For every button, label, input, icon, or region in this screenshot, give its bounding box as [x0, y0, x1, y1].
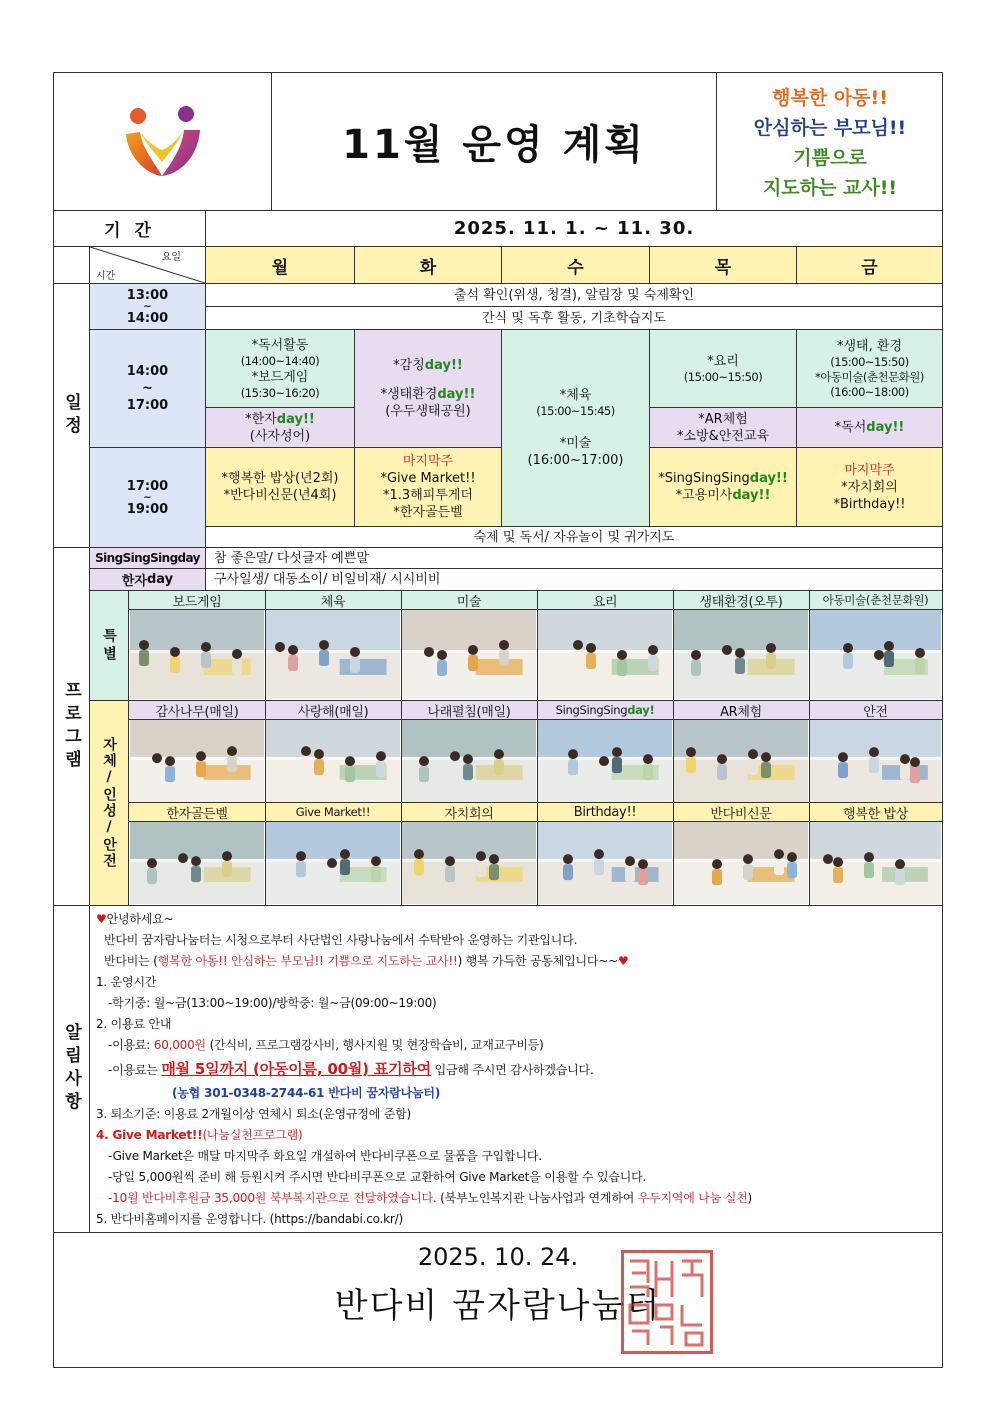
notice-section-label: 알림사항: [61, 1023, 81, 1115]
text: *한자: [245, 411, 277, 427]
item-2: 2. 이용료 안내: [96, 1017, 172, 1031]
self-photo-2: [266, 720, 400, 802]
day-text: day!: [627, 703, 655, 717]
special-label-5: 생태환경(오투): [673, 591, 809, 609]
self2-photo-6: [810, 822, 941, 904]
text: *보드게임: [251, 369, 309, 385]
day-text: day!!: [276, 411, 315, 427]
time-end: 19:00: [126, 501, 169, 517]
text: *행복한 밥상(년2회): [221, 471, 339, 486]
slogan: [717, 83, 943, 203]
bank-account: (농협 301-0348-2744-61 반다비 꿈자람나눔터): [172, 1086, 441, 1100]
org-name: 반다비 꿈자람나눔터: [334, 1285, 662, 1326]
time-end: 14:00: [126, 310, 169, 326]
singsing-text: 참 좋은말/ 다섯글자 예쁜말: [214, 550, 369, 566]
day-text: day!!: [424, 358, 463, 373]
hanja-label: [90, 569, 205, 590]
issue-date: 2025. 10. 24.: [417, 1243, 579, 1271]
self-photo-3: [402, 720, 536, 802]
text: *한자골든벨: [393, 505, 463, 520]
self-photo-6: [810, 720, 941, 802]
text: (사자성어): [249, 428, 311, 444]
fri-bottom: [797, 408, 942, 447]
text: SingSingSing: [555, 703, 628, 717]
self-label-2: 사랑해(매일): [265, 701, 401, 719]
text: 특별: [101, 627, 117, 664]
fri-top: [797, 330, 942, 407]
logo-icon: [118, 102, 208, 182]
day-text: day!!: [866, 420, 905, 435]
mon-top: [206, 330, 354, 407]
self-label: [90, 701, 128, 905]
text: *자치회의: [841, 479, 898, 495]
pay-deadline: 매월 5일까지 (아동이름, 00월) 표기하여: [161, 1060, 431, 1078]
time-row3: [90, 448, 205, 547]
self-photo-5: [674, 720, 808, 802]
heart-icon: ♥: [618, 954, 629, 968]
day-thu: 목: [650, 247, 796, 283]
time-tilde: ~: [143, 300, 152, 312]
special-label-6: 아동미술(춘천문화원): [809, 591, 942, 609]
text: 한자: [121, 574, 147, 589]
text: -10월 반다비후원금 35,000원 북부복지관으로 전달하였습니다.: [108, 1191, 437, 1205]
text: (16:00~17:00): [527, 453, 624, 468]
time-start: 13:00: [126, 287, 169, 303]
special-label: [90, 591, 128, 700]
self2-photo-4: [538, 822, 672, 904]
wed-cell: [502, 330, 649, 526]
slogan-line-3: 기쁨으로: [793, 147, 867, 169]
time-tilde: ~: [143, 491, 152, 503]
special-photo-6: [810, 610, 941, 699]
text: -이용료는: [108, 1063, 162, 1077]
notice-body: [96, 909, 936, 1230]
self2-photo-2: [266, 822, 400, 904]
text: (15:00~15:45): [536, 404, 615, 418]
day-label: 요일: [161, 252, 181, 263]
item-4-sub-1: -Give Market은 매달 마지막주 화요일 개설하여 반다비쿠폰으로 물품을 구입합니다.: [108, 1149, 542, 1163]
slogan-red: 행복한 아동!! 안심하는 부모님!! 기쁨으로 지도하는 교사!!: [157, 954, 458, 968]
self-label-5: AR체험: [673, 701, 809, 719]
self2-photo-1: [130, 822, 264, 904]
day-mon: 월: [206, 247, 354, 283]
time-row1: [90, 284, 205, 329]
text: 우두지역에 나눔 실천: [637, 1191, 748, 1205]
text: (간식비, 프로그램강사비, 행사지원 및 현장학습비, 교재교구비등): [205, 1038, 544, 1052]
self-photo-4: [538, 720, 672, 802]
text: (우두생태공원): [385, 404, 471, 419]
text: (15:30~16:20): [240, 385, 320, 400]
item-4-sub-2: -당일 5,000원씩 준비 해 등원시켜 주시면 반다비쿠폰으로 교환하여 Give Market을 이용할 수 있습니다.: [108, 1170, 647, 1184]
day-text: day!!: [749, 471, 788, 486]
text: (북부노인복지관 나눔사업과 연계하여: [436, 1191, 638, 1205]
slogan-line-4: 지도하는 교사!!: [762, 177, 898, 199]
day-wed: 수: [502, 247, 649, 283]
day-tue: 화: [355, 247, 501, 283]
time-start: 17:00: [126, 478, 169, 494]
hanja-text: 구사일생/ 대동소이/ 비일비재/ 시시비비: [214, 572, 441, 587]
row1-line1: 출석 확인(위생, 청결), 알림장 및 숙제확인: [454, 287, 694, 303]
day-time-corner: [90, 247, 205, 283]
text: *소방&안전교육: [677, 428, 769, 444]
text: *1.3해피투게더: [383, 488, 473, 503]
text: (15:00~15:50): [683, 369, 763, 384]
self2-label-3: 자치회의: [401, 803, 537, 821]
last-week-label: 마지막주: [402, 454, 454, 469]
greeting: 안녕하세요~: [106, 912, 174, 926]
self2-label-1: 한자골든벨: [129, 803, 265, 821]
text: *체육: [559, 388, 592, 403]
thu-bottom: [650, 408, 796, 447]
text: *AR체험: [698, 411, 748, 427]
time-end: 17:00: [126, 398, 169, 413]
fee-amount: 60,000원: [153, 1038, 206, 1052]
text: *아동미술(춘천문화원): [815, 369, 924, 384]
text: (14:00~14:40): [240, 353, 320, 368]
self2-label-2: Give Market!!: [265, 803, 401, 821]
self-label-1: 감사나무(매일): [129, 701, 265, 719]
special-label-4: 요리: [537, 591, 673, 609]
self2-photo-5: [674, 822, 808, 904]
text: 입금해 주시면 감사하겠습니다.: [431, 1063, 594, 1077]
row3-footer: 숙제 및 독서/ 자유놀이 및 귀가지도: [473, 529, 675, 545]
period-value: 2025. 11. 1. ~ 11. 30.: [453, 218, 695, 239]
special-label-1: 보드게임: [129, 591, 265, 609]
singsing-label: SingSingSingday: [90, 548, 205, 568]
text: *생태, 환경: [837, 338, 902, 354]
text: (15:00~15:50): [830, 354, 909, 369]
schedule-section-label: 일정: [61, 392, 81, 439]
self-label-6: 안전: [809, 701, 942, 719]
item-5: 5. 반다비홈페이지를 운영합니다. (https://bandabi.co.kr/): [96, 1212, 403, 1226]
special-photo-2: [266, 610, 400, 699]
logo: [54, 73, 271, 210]
tue-evening: [355, 448, 501, 526]
special-label-2: 체육: [265, 591, 401, 609]
self2-label-5: 반다비신문: [673, 803, 809, 821]
time-tilde: ~: [142, 381, 153, 396]
text: *감칭: [393, 358, 425, 373]
text: (16:00~18:00): [830, 384, 909, 399]
text: day: [146, 572, 174, 587]
day-text: day!!: [437, 387, 476, 402]
text: *독서활동: [251, 337, 309, 353]
special-photo-5: [674, 610, 808, 699]
self2-label-6: 행복한 밥상: [809, 803, 942, 821]
time-row2: [90, 330, 205, 447]
item-3: 3. 퇴소기준: 이용료 2개월이상 연체시 퇴소(운영규정에 준함): [96, 1107, 411, 1121]
program-section-label: 프로그램: [61, 680, 81, 773]
text: *미술: [559, 436, 592, 451]
self-label-3: 나래펼침(매일): [401, 701, 537, 719]
time-start: 14:00: [126, 364, 169, 379]
item-1-sub: -학기중: 월~금(13:00~19:00)/방학중: 월~금(09:00~19:00): [108, 996, 437, 1010]
day-fri: 금: [797, 247, 942, 283]
text: *Give Market!!: [380, 471, 476, 486]
last-week-label: 마지막주: [844, 462, 895, 478]
official-seal: [621, 1250, 713, 1354]
self2-label-4: Birthday!!: [537, 803, 673, 821]
text: 자체/인성/안전: [101, 737, 117, 869]
seal-stamp-icon: [624, 1253, 710, 1351]
special-photo-1: [130, 610, 264, 699]
tue-top: [355, 330, 501, 447]
text: *반다비신문(년4회): [223, 488, 337, 503]
special-label-3: 미술: [401, 591, 537, 609]
period-label: 기 간: [104, 221, 155, 241]
self-photo-1: [130, 720, 264, 802]
text: (나눔실천프로그램): [202, 1128, 303, 1142]
thu-evening: [650, 448, 796, 526]
text: *요리: [707, 353, 739, 369]
row1-line2: 간식 및 독후 활동, 기초학습지도: [482, 310, 666, 326]
thu-top: [650, 330, 796, 407]
self-label-4: [537, 701, 673, 719]
special-photo-3: [402, 610, 536, 699]
self2-photo-3: [402, 822, 536, 904]
special-photo-4: [538, 610, 672, 699]
heart-icon: ♥: [96, 912, 107, 926]
text: *Birthday!!: [833, 496, 906, 512]
slogan-line-1: 행복한 아동!!: [772, 87, 888, 109]
text: *SingSingSing: [658, 471, 750, 486]
mon-evening: [206, 448, 354, 526]
intro-1: 반다비 꿈자람나눔터는 시청으로부터 사단법인 사랑나눔에서 수탁받아 운영하는 기관입니다.: [104, 933, 578, 947]
text: *생태환경: [380, 387, 438, 402]
time-label: 시간: [96, 271, 116, 282]
text: ) 행복 가득한 공동체입니다~~: [457, 954, 619, 968]
item-1: 1. 운영시간: [96, 975, 157, 989]
text: ): [747, 1191, 752, 1205]
page: [53, 72, 943, 1368]
text: 반다비는 (: [104, 954, 158, 968]
slogan-line-2: 안심하는 부모님!!: [753, 117, 907, 139]
text: -이용료:: [108, 1038, 154, 1052]
text: 4. Give Market!!: [96, 1128, 203, 1142]
page-title: 11월 운영 계획: [342, 122, 646, 168]
fri-evening: [797, 448, 942, 526]
mon-bottom: [206, 408, 354, 447]
text: *독서: [834, 420, 867, 435]
text: *고용미사: [675, 488, 733, 503]
day-text: day!!: [732, 488, 771, 503]
